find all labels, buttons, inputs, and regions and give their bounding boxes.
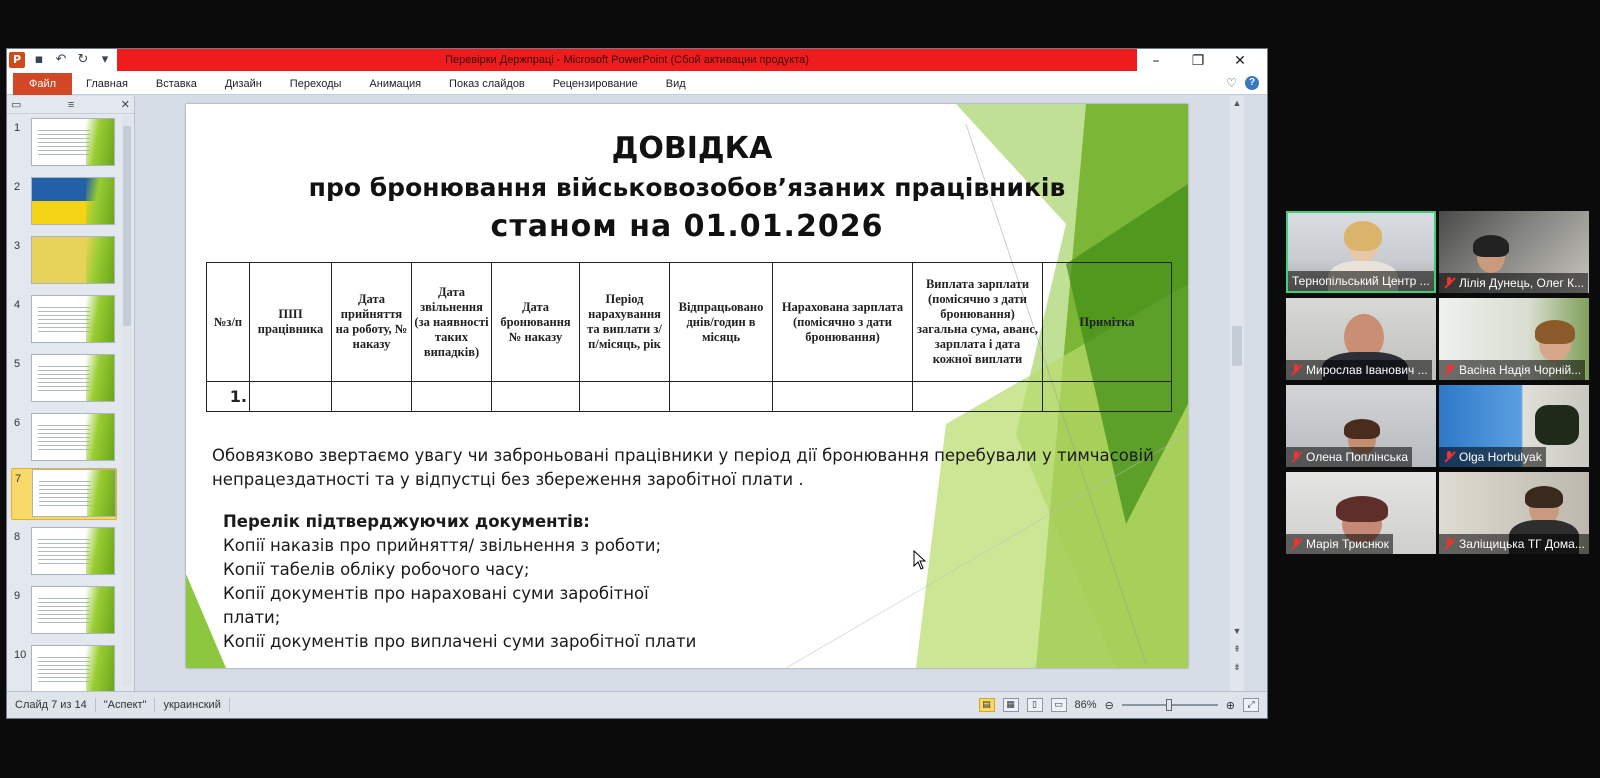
slides-tab-icon[interactable]: ▭ — [11, 99, 22, 111]
zoom-slider[interactable] — [1122, 704, 1218, 706]
ribbon-right-controls — [1226, 76, 1259, 90]
document-item: Копії документів про виплачені суми заробітної плати — [223, 632, 697, 651]
undo-icon[interactable]: ↶ — [55, 52, 67, 67]
document-item: Копії табелів обліку робочого часу; — [223, 560, 530, 579]
slide-title — [186, 130, 1188, 246]
redo-icon[interactable]: ↻ — [77, 52, 89, 67]
muted-mic-icon — [1443, 277, 1455, 289]
outline-tab-icon[interactable]: ≡ — [67, 98, 75, 111]
tab-slideshow[interactable]: Показ слайдов — [449, 77, 525, 90]
document-item: плати; — [223, 608, 281, 627]
muted-mic-icon — [1443, 451, 1455, 463]
participant-tile[interactable] — [1286, 298, 1436, 380]
fit-to-window-icon[interactable]: ⤢ — [1243, 698, 1259, 712]
attention-note: Обовязково звертаємо увагу чи заброньовані працівники у період дії бронювання перебували у тимчасовій непрацездатності та у відпустці без збереження заробітної плати . — [212, 446, 1154, 489]
powerpoint-window — [6, 48, 1268, 719]
help-icon[interactable]: ? — [1245, 76, 1259, 90]
header-cell: Нарахована зарплата (помісячно з дати бронювання) — [773, 263, 913, 382]
muted-mic-icon — [1290, 451, 1302, 463]
table-row — [207, 382, 1172, 412]
header-cell: №з/п — [207, 263, 250, 382]
slide-editing-area — [136, 96, 1244, 691]
documents-heading: Перелік підтверджуючих документів: — [223, 512, 590, 531]
header-cell: Дата звільнення (за наявності таких випадків) — [412, 263, 492, 382]
quick-access-toolbar — [9, 52, 113, 68]
table-cell — [773, 382, 913, 412]
participant-name: Олена Поплінська — [1286, 447, 1412, 467]
thumbnail-slide-9[interactable]: 9 — [11, 586, 117, 638]
thumbnail-slide-6[interactable]: 6 — [11, 413, 117, 465]
document-item: Копії документів про нараховані суми заробітної — [223, 584, 649, 603]
tab-animations[interactable]: Анимация — [369, 77, 422, 90]
language-indicator[interactable]: украинский — [155, 698, 229, 712]
customize-toolbar-icon[interactable]: ▾ — [101, 52, 109, 67]
thumbnail-slide-4[interactable]: 4 — [11, 295, 117, 347]
slide-scrollbar[interactable] — [1230, 96, 1244, 691]
participant-tile[interactable] — [1439, 472, 1589, 554]
participant-name: Olga Horbulyak — [1439, 447, 1546, 467]
save-icon[interactable]: ▪ — [34, 52, 44, 67]
zoom-out-icon[interactable]: ⊖ — [1104, 699, 1114, 712]
participant-tile[interactable] — [1286, 211, 1436, 293]
participant-name: Мирослав Іванович ... — [1286, 360, 1432, 380]
header-cell: Період нарахування та виплати з/п/місяць, рік — [580, 263, 670, 382]
ribbon-tabs — [7, 73, 1267, 95]
documents-list — [223, 510, 743, 654]
participant-name: Марія Триснюк — [1286, 534, 1393, 554]
table-cell — [332, 382, 412, 412]
scrollbar-thumb[interactable] — [1232, 326, 1242, 366]
title-line-2: про бронювання військовозобов’язаних працівників — [308, 173, 1066, 202]
normal-view-icon[interactable]: ▤ — [979, 698, 995, 712]
powerpoint-logo-icon[interactable]: P — [9, 52, 25, 68]
participant-tile[interactable] — [1439, 385, 1589, 467]
table-cell — [913, 382, 1043, 412]
thumbnail-slide-7[interactable]: 7 — [11, 468, 117, 520]
ribbon-collapse-icon[interactable]: ♡ — [1226, 76, 1237, 90]
header-cell: Виплата зарплати (помісячно з дати бронювання) загальна сума, аванс, зарплата і дата кожної виплати — [913, 263, 1043, 382]
thumbnails-scrollbar[interactable] — [122, 116, 132, 686]
tab-insert[interactable]: Вставка — [155, 77, 197, 90]
table-cell — [580, 382, 670, 412]
minimize-icon[interactable]: – — [1152, 53, 1160, 69]
participant-tile[interactable] — [1439, 298, 1589, 380]
tab-review[interactable]: Рецензирование — [552, 77, 638, 90]
window-title: Перевірки Держпраці - Microsoft PowerPoint (Сбой активации продукта) — [117, 49, 1137, 71]
table-cell — [1043, 382, 1172, 412]
zoom-in-icon[interactable]: ⊕ — [1225, 699, 1235, 712]
window-controls — [1135, 49, 1261, 73]
reading-view-icon[interactable]: ▯ — [1027, 698, 1043, 712]
participant-name: Васіна Надія Чорній... — [1439, 360, 1585, 380]
view-controls — [979, 698, 1259, 712]
thumbnail-slide-3[interactable]: 3 — [11, 236, 117, 288]
thumbnail-slide-8[interactable]: 8 — [11, 527, 117, 579]
muted-mic-icon — [1290, 538, 1302, 550]
participant-tile[interactable] — [1439, 211, 1589, 293]
title-line-1: ДОВІДКА — [611, 131, 773, 166]
participant-name: Заліщицька ТГ Дома... — [1439, 534, 1589, 554]
muted-mic-icon — [1290, 364, 1302, 376]
table-header-row — [207, 263, 1172, 382]
next-slide-icon[interactable]: ⇟ — [1233, 662, 1241, 672]
thumbnail-slide-10[interactable]: 10 — [11, 645, 117, 691]
header-cell: Примітка — [1043, 263, 1172, 382]
slide-sorter-icon[interactable]: ▦ — [1003, 698, 1019, 712]
tab-transitions[interactable]: Переходы — [289, 77, 342, 90]
status-bar — [7, 691, 1267, 718]
tab-view[interactable]: Вид — [665, 77, 686, 90]
zoom-level[interactable]: 86% — [1074, 699, 1097, 711]
document-item: Копії наказів про прийняття/ звільнення з роботи; — [223, 536, 662, 555]
thumbnail-slide-5[interactable]: 5 — [11, 354, 117, 406]
header-cell: Дата бронювання № наказу — [492, 263, 580, 382]
title-bar — [7, 49, 1267, 73]
slide-counter: Слайд 7 из 14 — [7, 698, 96, 712]
scroll-up-icon[interactable]: ▲ — [1232, 98, 1242, 108]
close-pane-icon[interactable]: ✕ — [120, 99, 130, 111]
mouse-pointer-icon — [913, 550, 927, 570]
table-cell — [412, 382, 492, 412]
table-cell: 1. — [207, 382, 250, 412]
table-cell — [250, 382, 332, 412]
slideshow-view-icon[interactable]: ▭ — [1051, 698, 1067, 712]
slide-thumbnails-pane — [7, 96, 135, 691]
theme-name: "Аспект" — [96, 698, 156, 712]
restore-icon[interactable]: ❐ — [1191, 53, 1205, 69]
tab-home[interactable]: Главная — [86, 77, 128, 90]
slide-canvas[interactable] — [186, 104, 1188, 668]
close-icon[interactable]: ✕ — [1234, 53, 1246, 69]
muted-mic-icon — [1443, 538, 1455, 550]
participant-tile[interactable] — [1286, 472, 1436, 554]
participant-tile[interactable] — [1286, 385, 1436, 467]
table-cell — [492, 382, 580, 412]
thumbnails-pane-header — [7, 96, 134, 114]
title-line-3: станом на 01.01.2026 — [490, 209, 884, 244]
header-cell: ПІП працівника — [250, 263, 332, 382]
participant-name: Лілія Дунець, Олег К... — [1439, 273, 1588, 293]
scroll-down-icon[interactable]: ▼ — [1232, 626, 1242, 636]
header-cell: Дата прийняття на роботу, № наказу — [332, 263, 412, 382]
participant-name: Тернопільський Центр ... — [1288, 271, 1434, 291]
reservation-form-table — [206, 262, 1172, 412]
table-cell — [670, 382, 773, 412]
tab-file[interactable]: Файл — [13, 73, 72, 95]
muted-mic-icon — [1443, 364, 1455, 376]
previous-slide-icon[interactable]: ⇞ — [1233, 644, 1241, 654]
thumbnail-slide-2[interactable]: 2 — [11, 177, 117, 229]
thumbnail-slide-1[interactable]: 1 — [11, 118, 117, 170]
header-cell: Відпрацьовано днів/годин в місяць — [670, 263, 773, 382]
tab-design[interactable]: Дизайн — [224, 77, 262, 90]
